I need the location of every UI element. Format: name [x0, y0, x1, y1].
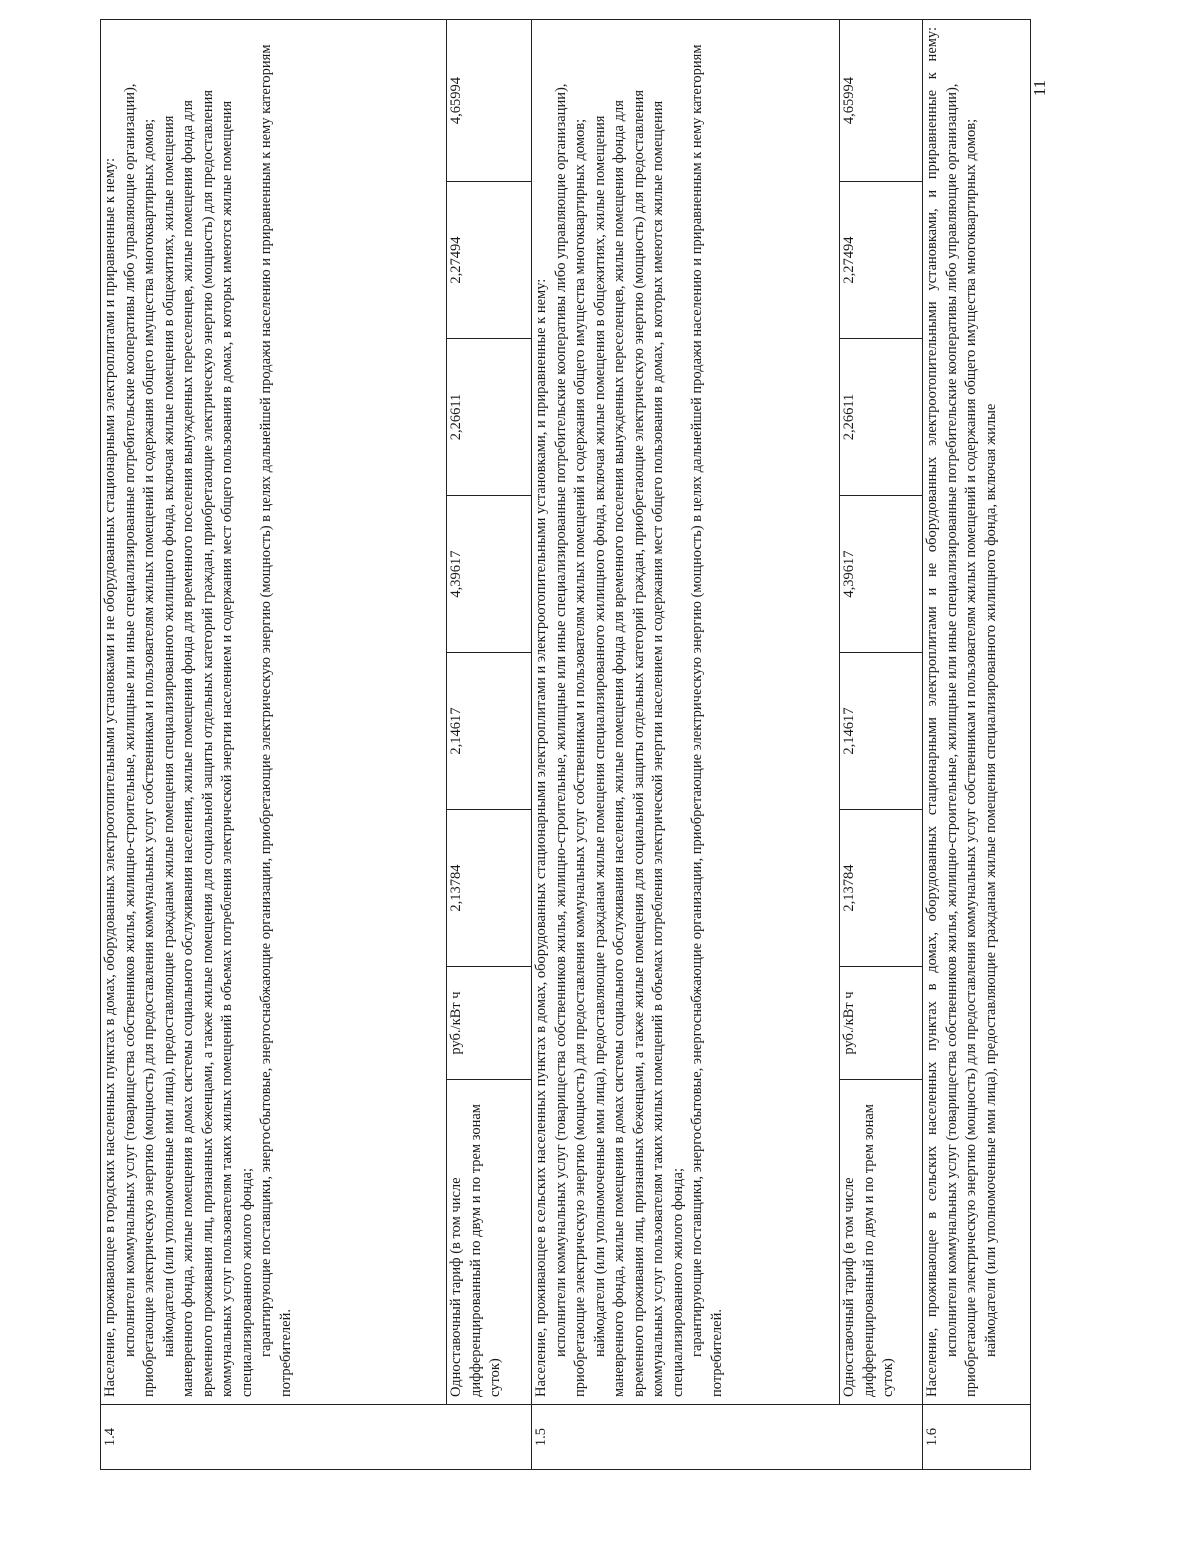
description-paragraph: наймодатели (или уполномоченные ими лица), предоставляющие гражданам жилые помещения специализированного жилищного фонда, включая жилые помещения в общежитиях, жилые помещения маневренного фонда, жилые помещения в домах системы социального обслуживания населения, жилые помещения фонда для временного поселения вынужденных переселенцев, жилые помещения фонда для временного проживания лиц, признанных беженцами, а также жилые помещения для социальной защиты отдельных категорий граждан, приобретающие электрическую энергию (мощность) для предоставления коммунальных услуг пользователям таких жилых помещений в объемах потребления электрической энергии населением и содержания мест общего пользования в домах, в которых имеются жилые помещения специализированного жилого фонда; — [160, 89, 255, 1397]
rotated-page-content — [100, 20, 1016, 1470]
row-description — [532, 19, 840, 1404]
tariff-unit: руб./кВт ч — [840, 967, 923, 1080]
description-paragraph: гарантирующие поставщики, энергосбытовые, энергоснабжающие организации, приобретающие электрическую энергию (мощность) в целях дальнейшей продажи населению и приравненным к нему категориям потребителей. — [689, 44, 725, 1397]
tariff-value: 2,27494 — [840, 182, 923, 339]
tariff-value: 2,13784 — [447, 810, 532, 967]
tariff-value: 2,26611 — [840, 339, 923, 496]
tariff-value: 2,13784 — [840, 810, 923, 967]
tariff-value: 4,65994 — [840, 19, 923, 181]
tariff-value: 2,26611 — [447, 339, 532, 496]
tariff-table — [100, 19, 1031, 1470]
tariff-value: 2,14617 — [840, 653, 923, 810]
tariff-unit: руб./кВт ч — [447, 967, 532, 1080]
tariff-value: 2,27494 — [447, 182, 532, 339]
description-intro: Население, проживающее в городских населенных пунктах в домах, оборудованных электроотопительными установками и не оборудованных стационарными электроплитами и приравненные к нему: — [102, 157, 118, 1397]
row-number: 1.4 — [101, 1405, 532, 1470]
tariff-value: 4,39617 — [840, 496, 923, 653]
tariff-label: Одноставочный тариф (в том числе дифференцированный по двум и по трем зонам суток) — [840, 1080, 923, 1405]
description-paragraph: гарантирующие поставщики, энергосбытовые, энергоснабжающие организации, приобретающие электрическую энергию (мощность) в целях дальнейшей продажи населению и приравненным к нему категориям потребителей. — [258, 44, 294, 1397]
row-description — [101, 19, 447, 1404]
row-description — [923, 19, 1031, 1404]
tariff-label: Одноставочный тариф (в том числе дифференцированный по двум и по трем зонам суток) — [447, 1080, 532, 1405]
tariff-value: 4,39617 — [447, 496, 532, 653]
description-intro: Население, проживающее в сельских населенных пунктах в домах, оборудованных стационарными электроплитами и не оборудованных электроотопительными установками, и приравненные к нему: — [924, 26, 940, 1397]
page-number: 11 — [1030, 79, 1050, 97]
row-1-4-tariff — [447, 19, 532, 1469]
description-paragraph: исполнители коммунальных услуг (товарищества собственников жилья, жилищно-строительные, жилищные или иные специализированные потребительские кооперативы либо управляющие организации), приобретающие электрическую энергию (мощность) для предоставления коммунальных услуг собственникам и пользователям жилых помещений и содержания общего имущества многоквартирных домов; — [552, 83, 588, 1397]
description-intro: Население, проживающее в сельских населенных пунктах в домах, оборудованных стационарными электроплитами и электроотопительными установками, и приравненные к нему: — [533, 278, 549, 1397]
row-1-5-description — [532, 19, 840, 1469]
row-1-6-description — [923, 19, 1031, 1469]
description-paragraph: наймодатели (или уполномоченные ими лица), предоставляющие гражданам жилые помещения специализированного жилищного фонда, включая жилые помещения в общежитиях, жилые помещения маневренного фонда, жилые помещения в домах системы социального обслуживания населения, жилые помещения фонда для временного поселения вынужденных переселенцев, жилые помещения фонда для временного проживания лиц, признанных беженцами, а также жилые помещения для социальной защиты отдельных категорий граждан, приобретающие электрическую энергию (мощность) для предоставления коммунальных услуг пользователям таких жилых помещений в объемах потребления электрической энергии населением и содержания мест общего пользования в домах, в которых имеются жилые помещения специализированного жилого фонда; — [591, 89, 686, 1397]
description-paragraph: наймодатели (или уполномоченные ими лица), предоставляющие гражданам жилые помещения специализированного жилищного фонда, включая жилые — [982, 403, 999, 1357]
row-1-5-tariff — [840, 19, 923, 1469]
row-number: 1.5 — [532, 1405, 923, 1470]
description-paragraph: исполнители коммунальных услуг (товарищества собственников жилья, жилищно-строительные, жилищные или иные специализированные потребительские кооперативы либо управляющие организации), приобретающие электрическую энергию (мощность) для предоставления коммунальных услуг собственникам и пользователям жилых помещений и содержания общего имущества многоквартирных домов; — [121, 83, 157, 1397]
tariff-value: 2,14617 — [447, 653, 532, 810]
description-paragraph: исполнители коммунальных услуг (товарищества собственников жилья, жилищно-строительные, жилищные или иные специализированные потребительские кооперативы либо управляющие организации), приобретающие электрическую энергию (мощность) для предоставления коммунальных услуг собственникам и пользователям жилых помещений и содержания общего имущества многоквартирных домов; — [943, 83, 979, 1397]
row-1-4-description — [101, 19, 447, 1469]
tariff-value: 4,65994 — [447, 19, 532, 181]
row-number: 1.6 — [923, 1405, 1031, 1470]
